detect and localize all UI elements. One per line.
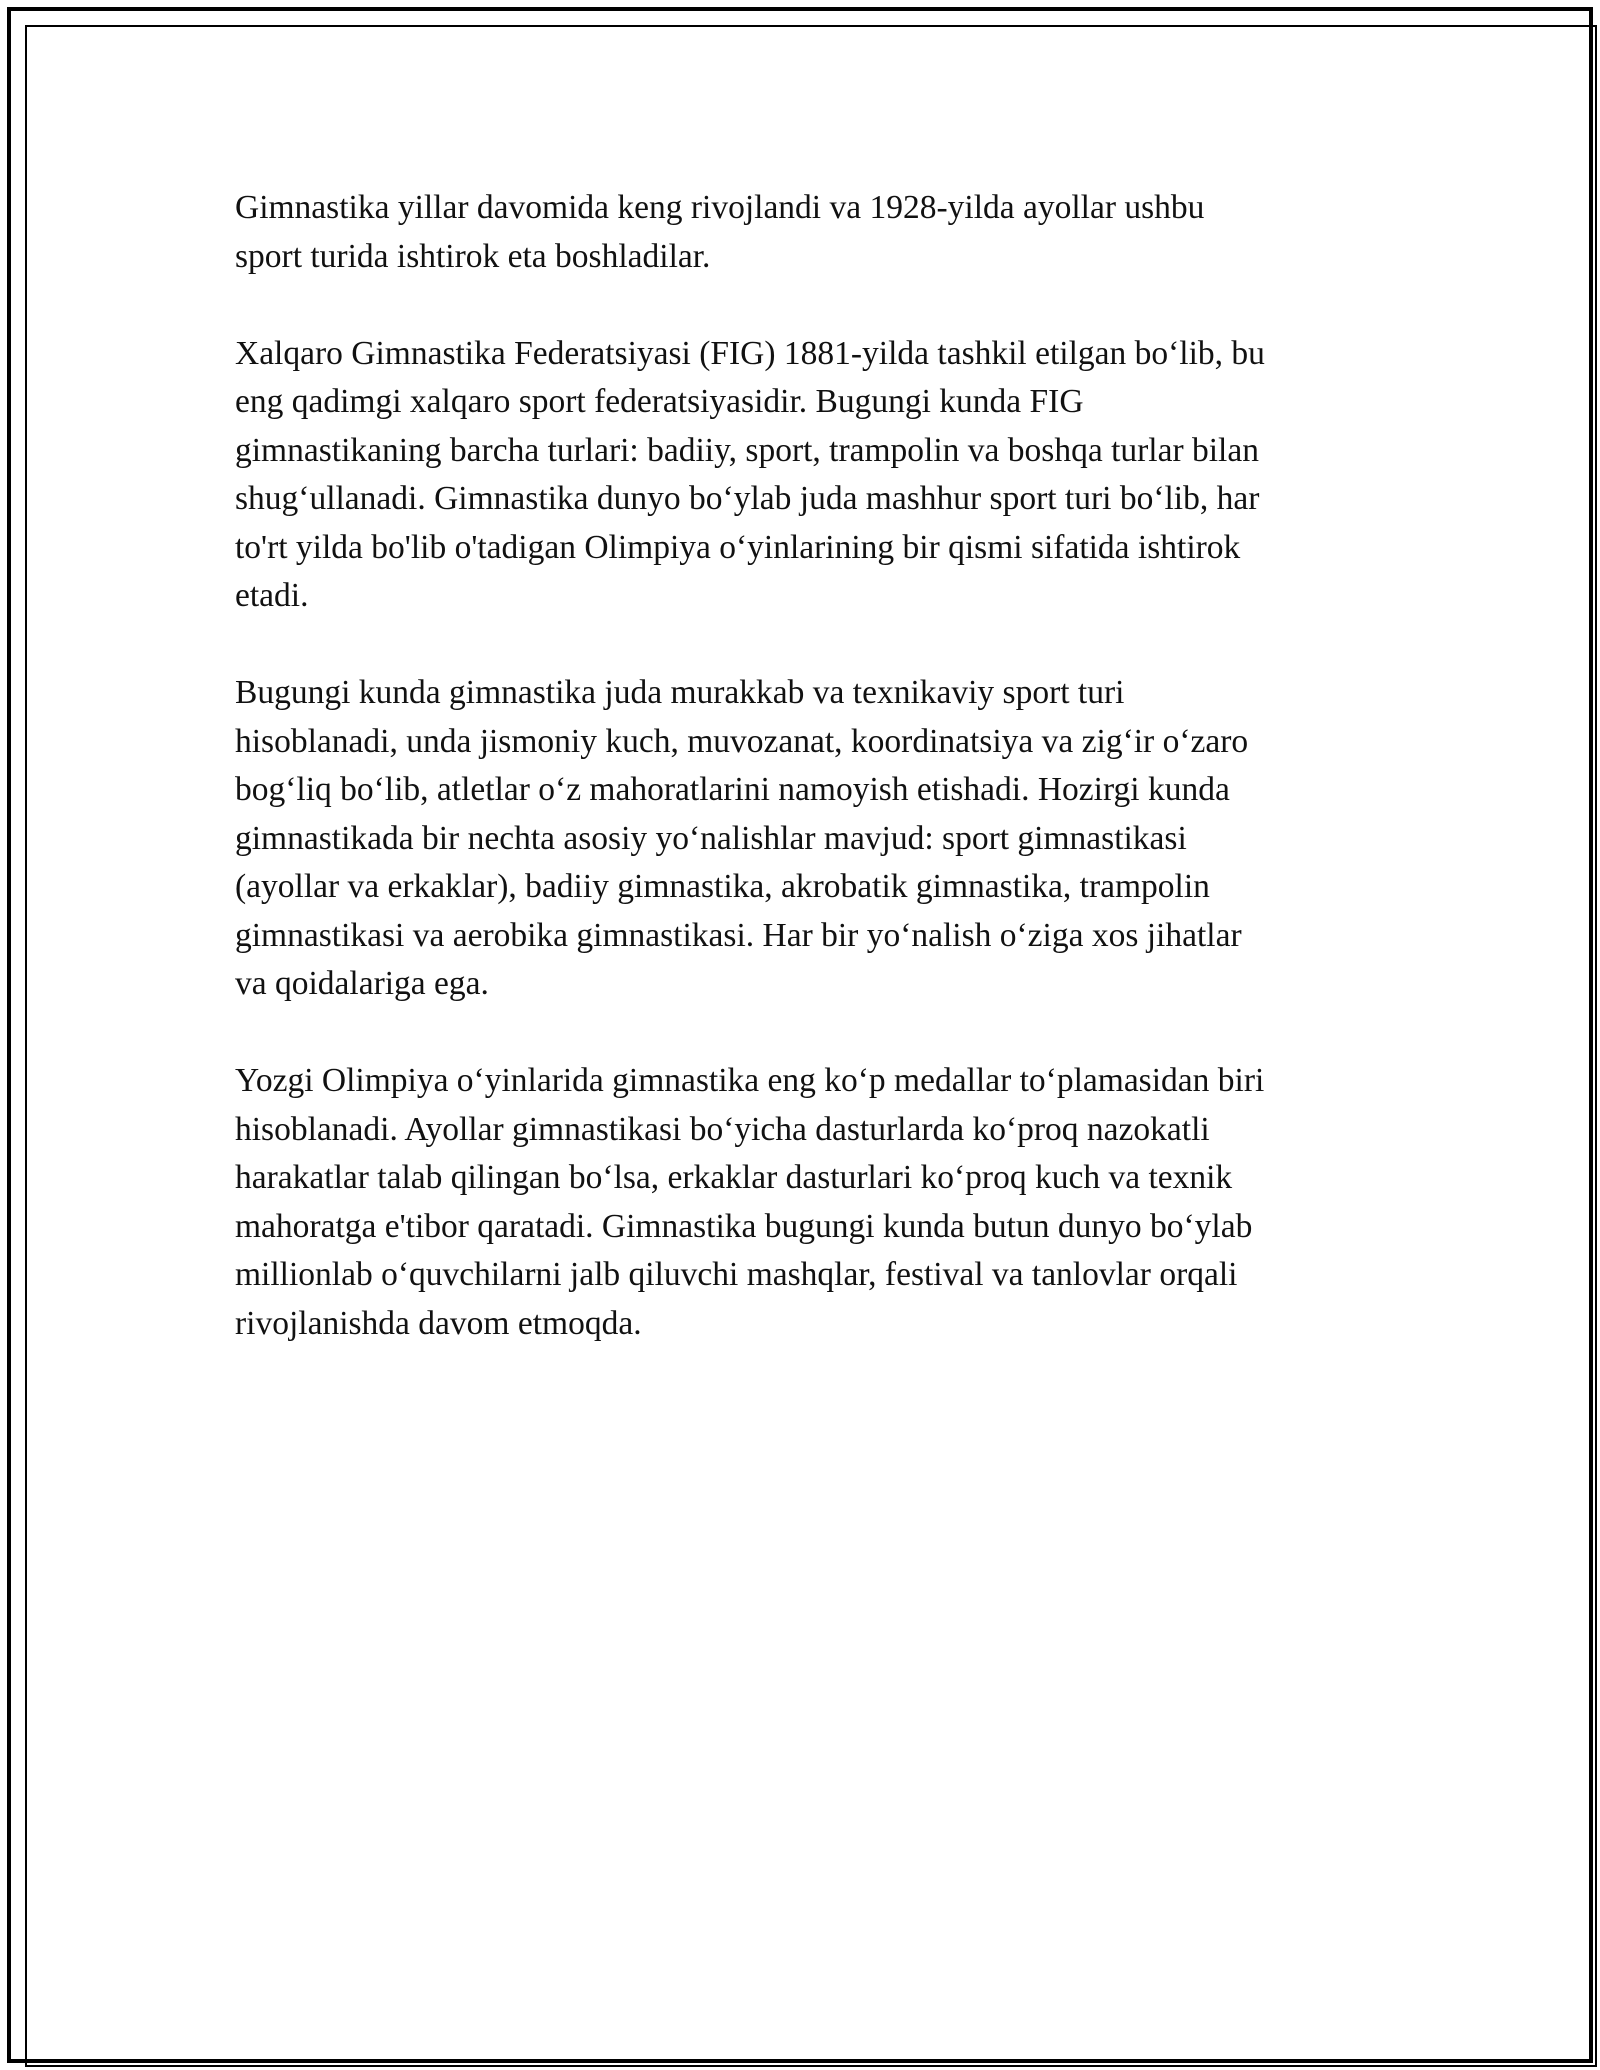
- text-line: mahoratga e'tibor qaratadi. Gimnastika bugungi kunda butun dunyo bo‘ylab: [235, 1207, 1253, 1245]
- text-line: Xalqaro Gimnastika Federatsiyasi (FIG) 1881-yilda tashkil etilgan bo‘lib, bu: [235, 334, 1265, 372]
- text-line: gimnastikaning barcha turlari: badiiy, sport, trampolin va boshqa turlar bilan: [235, 431, 1259, 469]
- text-line: harakatlar talab qilingan bo‘lsa, erkaklar dasturlari ko‘proq kuch va texnik: [235, 1159, 1233, 1196]
- paragraph-2: [235, 330, 1385, 621]
- text-line: to'rt yilda bo'lib o'tadigan Olimpiya o‘yinlarining bir qismi sifatida ishtirok: [235, 528, 1241, 566]
- text-line: rivojlanishda davom etmoqda.: [235, 1304, 642, 1342]
- text-line: sport turida ishtirok eta boshladilar.: [235, 237, 711, 275]
- text-line: gimnastikada bir nechta asosiy yo‘nalishlar mavjud: sport gimnastikasi: [235, 819, 1187, 857]
- text-line: hisoblanadi, unda jismoniy kuch, muvozanat, koordinatsiya va zig‘ir o‘zaro: [235, 722, 1249, 760]
- document-body: [235, 184, 1385, 1397]
- paragraph-3: [235, 669, 1385, 1009]
- text-line: eng qadimgi xalqaro sport federatsiyasidir. Bugungi kunda FIG: [235, 383, 1084, 420]
- paragraph-1: [235, 184, 1385, 281]
- text-line: Gimnastika yillar davomida keng rivojlandi va 1928-yilda ayollar ushbu: [235, 189, 1205, 226]
- text-line: (ayollar va erkaklar), badiiy gimnastika, akrobatik gimnastika, trampolin: [235, 868, 1210, 905]
- paragraph-4: [235, 1057, 1385, 1348]
- text-line: millionlab o‘quvchilarni jalb qiluvchi mashqlar, festival va tanlovlar orqali: [235, 1256, 1238, 1293]
- text-line: hisoblanadi. Ayollar gimnastikasi bo‘yicha dasturlarda ko‘proq nazokatli: [235, 1110, 1210, 1148]
- text-line: shug‘ullanadi. Gimnastika dunyo bo‘ylab juda mashhur sport turi bo‘lib, har: [235, 480, 1260, 517]
- text-line: bog‘liq bo‘lib, atletlar o‘z mahoratlarini namoyish etishadi. Hozirgi kunda: [235, 771, 1230, 808]
- text-line: Yozgi Olimpiya o‘yinlarida gimnastika eng ko‘p medallar to‘plamasidan biri: [235, 1062, 1265, 1099]
- text-line: gimnastikasi va aerobika gimnastikasi. Har bir yo‘nalish o‘ziga xos jihatlar: [235, 916, 1242, 954]
- text-line: va qoidalariga ega.: [235, 965, 489, 1002]
- text-line: etadi.: [235, 577, 309, 614]
- text-line: Bugungi kunda gimnastika juda murakkab va texnikaviy sport turi: [235, 674, 1125, 711]
